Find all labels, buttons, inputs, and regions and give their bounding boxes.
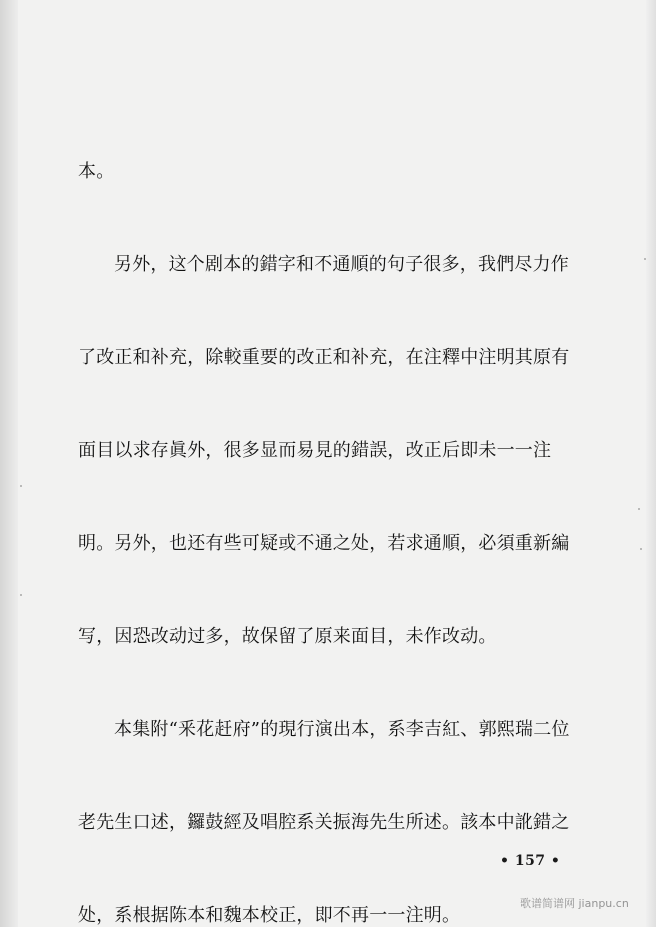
- text-line: 本集附“釆花赶府”的現行演出本，系李吉紅、郭熙瑞二位: [114, 719, 570, 740]
- text-line: 了改正和补充，除較重要的改正和补充，在注釋中注明其原有: [78, 347, 570, 368]
- text-line: 处，系根据陈本和魏本校正，即不再一一注明。: [78, 905, 461, 926]
- scan-speck: [20, 594, 22, 596]
- scan-speck: [644, 258, 646, 260]
- text-line: 本。: [78, 161, 115, 182]
- text-line: 写，因恐改动过多，故保留了原来面目，未作改动。: [78, 626, 497, 647]
- text-line: 老先生口述，鑼鼓經及唱腔系关振海先生所述。該本中訛錯之: [78, 812, 570, 833]
- site-watermark: 歌谱简谱网 jianpu.cn: [520, 897, 629, 910]
- page-edge-shadow-right: [646, 0, 656, 927]
- body-text: [78, 94, 583, 927]
- text-line: 明。另外，也还有些可疑或不通之处，若求通順，必須重新編: [78, 533, 570, 554]
- scan-speck: [640, 548, 642, 550]
- scan-speck: [20, 485, 22, 487]
- scan-speck: [638, 508, 640, 510]
- page-edge-shadow-left: [0, 0, 18, 927]
- page-number: • 157 •: [500, 853, 561, 869]
- text-line: 另外，这个剧本的錯字和不通順的句子很多，我們尽力作: [114, 254, 569, 275]
- text-line: 面目以求存眞外，很多显而易見的錯誤，改正后即未一一注: [78, 440, 552, 461]
